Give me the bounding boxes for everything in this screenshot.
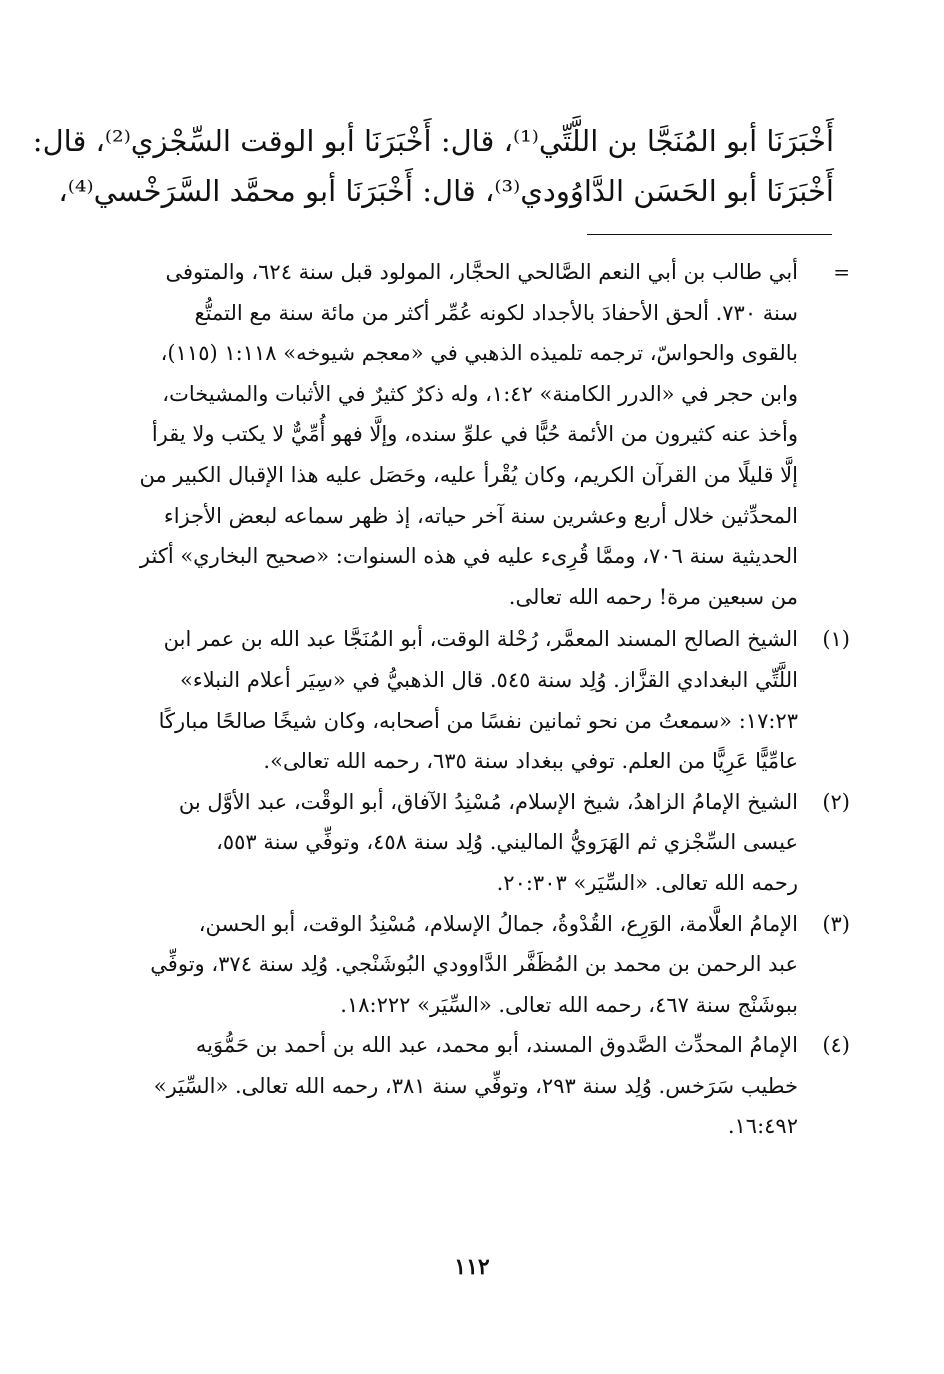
footnote-4 <box>104 1025 850 1147</box>
page-number: ١١٢ <box>454 1254 490 1280</box>
footnote-line: وابن حجر في «الدرر الكامنة» ١:٤٢، وله ذكرٌ كثيرٌ في الأثبات والمشيخات، <box>162 381 798 406</box>
footnote-number: (١) <box>822 627 850 652</box>
footnote-line: عبد الرحمن بن محمد بن المُظَفَّر الدَّاوودي البُوشَنْجي. وُلِد سنة ٣٧٤، وتوفِّي <box>150 952 798 977</box>
footnote-2 <box>104 782 850 904</box>
footnote-number: (٣) <box>822 911 850 936</box>
footnote-number: (٤) <box>822 1033 850 1058</box>
footnote-3 <box>104 904 850 1026</box>
footnote-body <box>104 619 798 781</box>
footnote-line: ١٦:٤٩٢. <box>727 1114 798 1139</box>
main-text <box>32 116 834 216</box>
footnote-line: عامِّيًّا عَرِيًّا من العلم. توفي ببغداد سنة ٦٣٥، رحمه الله تعالى». <box>263 749 798 774</box>
footnote-line: ببوشَنْج سنة ٤٦٧، رحمه الله تعالى. «السِّيَر» ١٨:٢٢٢. <box>340 992 798 1017</box>
footnote-line: الشيخ الإمامُ الزاهدُ، شيخ الإسلام، مُسْنِدُ الآفاق، أبو الوقْت، عبد الأوَّل بن <box>178 789 798 814</box>
footnote-line: بالقوى والحواسّ، ترجمه تلميذه الذهبي في «معجم شيوخه» ١:١١٨ (١١٥)، <box>160 341 798 366</box>
footnote-line: الإمامُ المحدِّث الصَّدوق المسند، أبو محمد، عبد الله بن أحمد بن حَمُّوَيه <box>195 1033 798 1058</box>
footnote-line: وأخذ عنه كثيرون من الأئمة حُبًّا في علوِّ سنده، وإلَّا فهو أُمِّيٌّ لا يكتب ولا يقرأ <box>151 422 798 447</box>
footnote-line: الإمامُ العلَّامة، الوَرِع، القُدْوةُ، جمالُ الإسلام، مُسْنِدُ الوقت، أبو الحسن، <box>198 911 798 936</box>
footnote-line: أبي طالب بن أبي النعم الصَّالحي الحجَّار، المولود قبل سنة ٦٢٤، والمتوفى <box>165 260 798 284</box>
footnote-separator <box>587 234 832 235</box>
footnote-line: ١٧:٢٣: «سمعتُ من نحو ثمانين نفسًا من أصحابه، وكان شيخًا صالحًا مباركًا <box>158 708 798 733</box>
footnote-line: الشيخ الصالح المسند المعمَّر، رُحْلة الوقت، أبو المُنَجَّا عبد الله بن عمر ابن <box>163 627 798 652</box>
footnote-1 <box>104 619 850 781</box>
footnote-body <box>104 1025 798 1147</box>
footnote-body <box>104 782 798 904</box>
footnote-line: عيسى السِّجْزي ثم الهَرَويُّ الماليني. وُلِد سنة ٤٥٨، وتوفِّي سنة ٥٥٣، <box>216 830 798 855</box>
footnote-line: الحديثية سنة ٧٠٦، وممَّا قُرِىء عليه في هذه السنوات: «صحيح البخاري» أكثر <box>139 544 798 569</box>
main-text-line: أَخْبَرَنَا أبو الحَسَن الدَّاوُودي⁽³⁾، قال: أَخْبَرَنَا أبو محمَّد السَّرَخْسي⁽⁴⁾، <box>58 174 834 208</box>
footnote-line: خطيب سَرَخس. وُلِد سنة ٢٩٣، وتوفِّي سنة ٣٨١، رحمه الله تعالى. «السِّيَر» <box>153 1073 798 1098</box>
footnote-body <box>104 904 798 1026</box>
footnote-line: سنة ٧٣٠. ألحق الأحفادَ بالأجداد لكونه عُمِّر أكثر من مائة سنة مع التمتُّع <box>194 300 798 325</box>
footnote-continuation <box>104 252 850 617</box>
footnote-line: من سبعين مرة! رحمه الله تعالى. <box>508 584 798 609</box>
footnote-body <box>104 252 798 617</box>
footnotes <box>104 252 850 1147</box>
footnote-line: اللَّتِّي البغدادي القزَّاز. وُلِد سنة ٥٤٥. قال الذهبيُّ في «سِيَر أعلام النبلاء» <box>179 667 798 692</box>
footnote-number: (٢) <box>822 789 850 814</box>
footnote-line: إلَّا قليلًا من القرآن الكريم، وكان يُقْرأ عليه، وحَصَل عليه هذا الإقبال الكبير من <box>139 462 798 487</box>
footnote-line: رحمه الله تعالى. «السِّيَر» ٢٠:٣٠٣. <box>496 870 798 895</box>
footnote-line: المحدِّثين خلال أربع وعشرين سنة آخر حياته، إذ ظهر سماعه لبعض الأجزاء <box>163 503 798 528</box>
continuation-marker: = <box>833 260 850 284</box>
main-text-line: أَخْبَرَنَا أبو المُنَجَّا بن اللَّتِّي⁽¹⁾، قال: أَخْبَرَنَا أبو الوقت السِّجْزي⁽²⁾، قال: <box>32 124 834 158</box>
